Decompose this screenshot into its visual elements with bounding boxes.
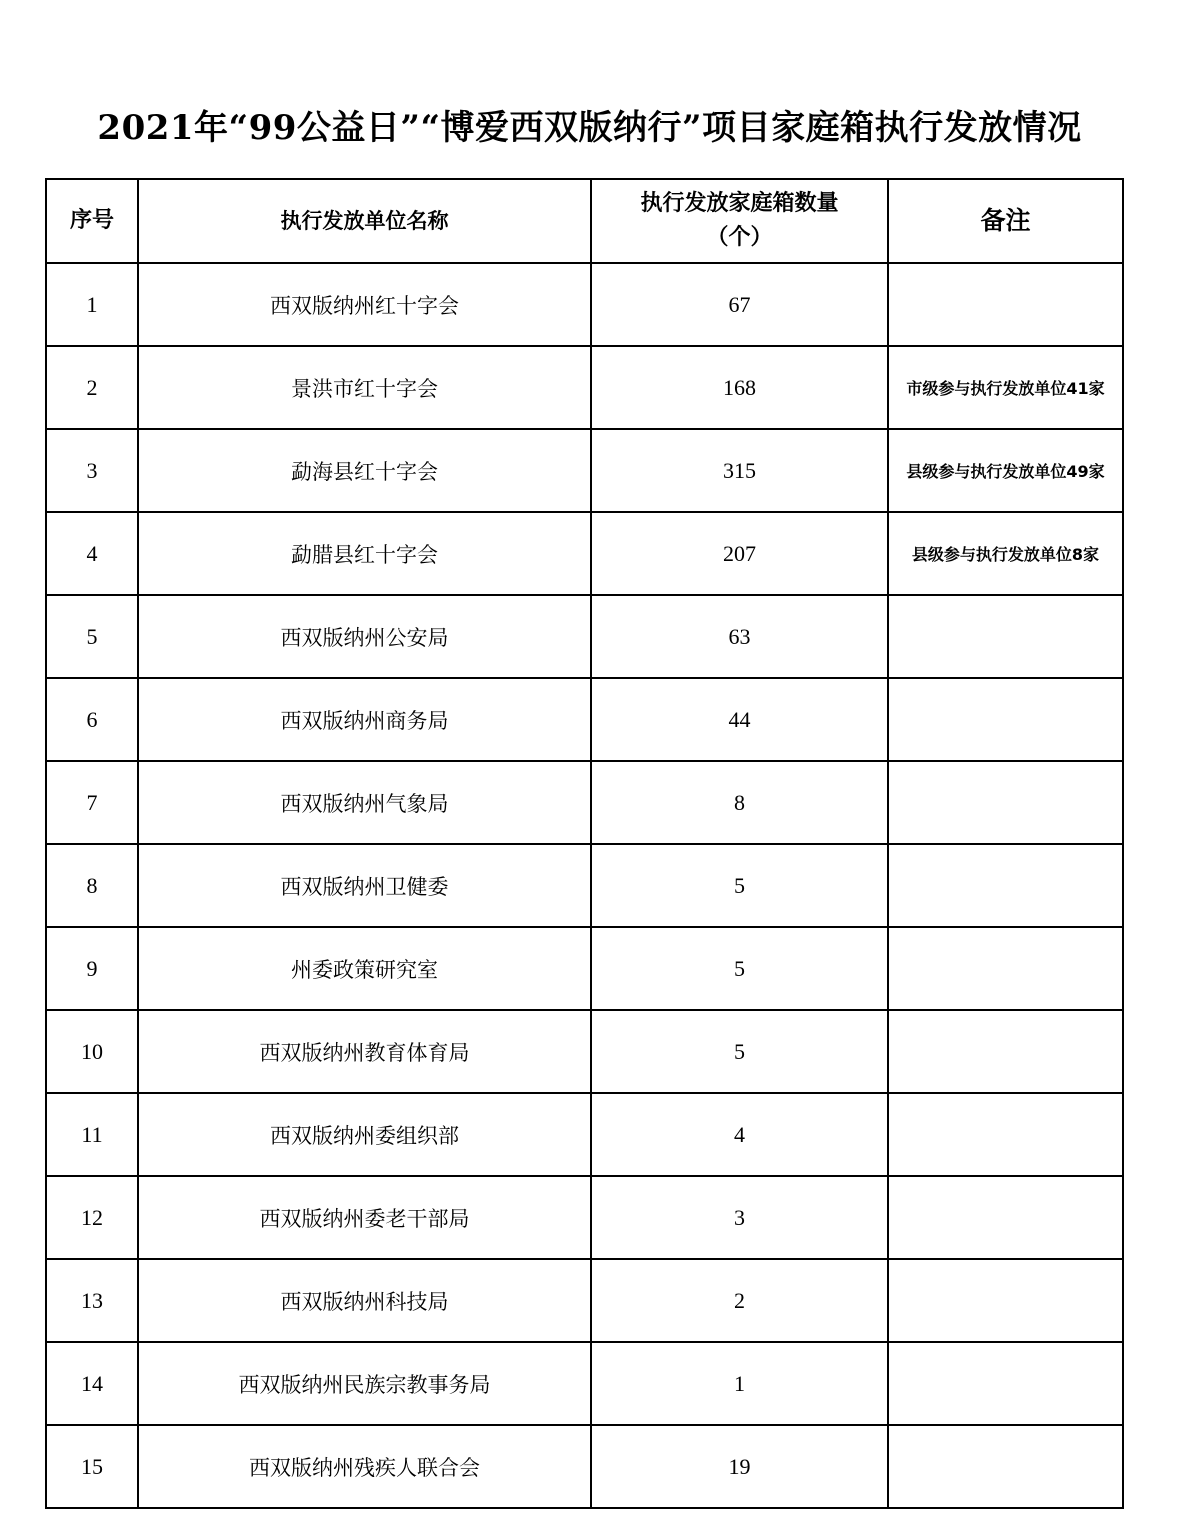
row-note [888,1425,1123,1508]
row-seq: 5 [46,595,138,678]
row-seq: 11 [46,1093,138,1176]
table-row [46,263,1123,346]
row-note [888,1342,1123,1425]
row-unit-name: 西双版纳州红十字会 [138,263,591,346]
row-seq: 15 [46,1425,138,1508]
header-unit-name: 执行发放单位名称 [138,179,591,263]
row-box-count: 5 [591,1010,888,1093]
header-box-count-line1: 执行发放家庭箱数量 [640,191,839,216]
table-row [46,761,1123,844]
row-seq: 7 [46,761,138,844]
header-seq: 序号 [46,179,138,263]
row-box-count: 168 [591,346,888,429]
header-box-count-line2: （个） [706,225,773,250]
table-row [46,1176,1123,1259]
row-unit-name: 州委政策研究室 [138,927,591,1010]
table-row [46,1342,1123,1425]
row-note [888,1259,1123,1342]
row-unit-name: 勐腊县红十字会 [138,512,591,595]
row-unit-name: 西双版纳州残疾人联合会 [138,1425,591,1508]
header-box-count [591,179,888,263]
row-seq: 10 [46,1010,138,1093]
row-unit-name: 景洪市红十字会 [138,346,591,429]
row-box-count: 5 [591,844,888,927]
row-unit-name: 西双版纳州气象局 [138,761,591,844]
row-unit-name: 西双版纳州委老干部局 [138,1176,591,1259]
table-row [46,346,1123,429]
row-unit-name: 勐海县红十字会 [138,429,591,512]
table-row [46,429,1123,512]
table-row [46,1010,1123,1093]
row-box-count: 1 [591,1342,888,1425]
table-row [46,1093,1123,1176]
row-note [888,1093,1123,1176]
row-box-count: 3 [591,1176,888,1259]
table-row [46,1425,1123,1508]
row-box-count: 67 [591,263,888,346]
row-seq: 9 [46,927,138,1010]
row-note [888,927,1123,1010]
row-unit-name: 西双版纳州公安局 [138,595,591,678]
table-row [46,595,1123,678]
row-box-count: 207 [591,512,888,595]
row-note: 县级参与执行发放单位8家 [888,512,1123,595]
row-box-count: 8 [591,761,888,844]
row-unit-name: 西双版纳州商务局 [138,678,591,761]
row-seq: 3 [46,429,138,512]
row-note: 县级参与执行发放单位49家 [888,429,1123,512]
header-note: 备注 [888,179,1123,263]
row-note [888,1010,1123,1093]
row-unit-name: 西双版纳州科技局 [138,1259,591,1342]
row-unit-name: 西双版纳州卫健委 [138,844,591,927]
document-title: 2021年“99公益日”“博爱西双版纳行”项目家庭箱执行发放情况 [97,108,1082,148]
table-row [46,844,1123,927]
row-box-count: 63 [591,595,888,678]
table-header-row [46,179,1123,263]
row-seq: 4 [46,512,138,595]
row-seq: 13 [46,1259,138,1342]
row-note [888,761,1123,844]
row-seq: 6 [46,678,138,761]
row-note [888,678,1123,761]
row-note [888,263,1123,346]
row-box-count: 315 [591,429,888,512]
row-box-count: 2 [591,1259,888,1342]
row-note [888,844,1123,927]
row-note [888,1176,1123,1259]
table-row [46,1259,1123,1342]
row-note: 市级参与执行发放单位41家 [888,346,1123,429]
row-seq: 14 [46,1342,138,1425]
row-unit-name: 西双版纳州民族宗教事务局 [138,1342,591,1425]
row-seq: 2 [46,346,138,429]
row-seq: 1 [46,263,138,346]
table-row [46,512,1123,595]
row-seq: 8 [46,844,138,927]
row-unit-name: 西双版纳州教育体育局 [138,1010,591,1093]
table-row [46,927,1123,1010]
row-box-count: 4 [591,1093,888,1176]
row-box-count: 44 [591,678,888,761]
row-box-count: 19 [591,1425,888,1508]
table-row [46,678,1123,761]
row-box-count: 5 [591,927,888,1010]
distribution-table [45,178,1124,1509]
row-seq: 12 [46,1176,138,1259]
row-unit-name: 西双版纳州委组织部 [138,1093,591,1176]
row-note [888,595,1123,678]
